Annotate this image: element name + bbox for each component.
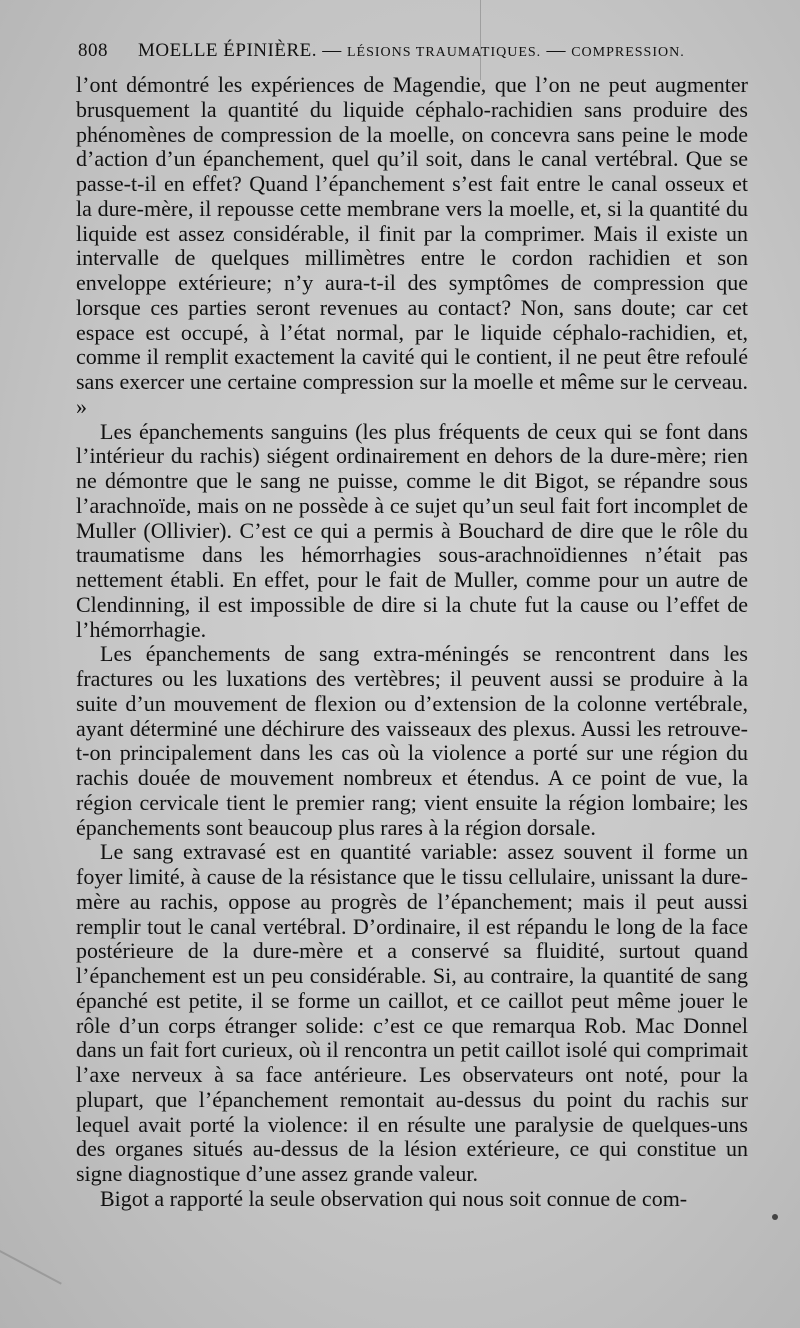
running-header xyxy=(78,40,758,70)
paragraph-bigot: Bigot a rapporté la seule observation qui nous soit connue de com- xyxy=(100,1185,688,1211)
header-title: MOELLE ÉPINIÈRE. xyxy=(138,40,317,61)
page-fold-mark xyxy=(0,1250,62,1285)
paragraph-extra-meninges: Les épanchements de sang extra-méningés se rencontrent dans les fractures ou les luxations des vertèbres; il peuvent aussi se produire à la suite d’un mouvement de flexion ou d’extension de la colonne vertébrale, ayant déterminé une déchirure des vaisseaux des plexus. Aussi les retrouve-t-on principalement dans les cas où la violence a porté sur une région du rachis douée de mouvement nombreux et étendus. A ce point de vue, la région cervicale tient le premier rang; vient ensuite la région lombaire; les épanchements sont beaucoup plus rares à la région dorsale. xyxy=(76,641,748,840)
paragraph-sang-extravase: Le sang extravasé est en quantité variable: assez souvent il forme un foyer limité, à cause de la résistance que le tissu cellulaire, unissant la dure-mère au rachis, oppose au progrès de l’épanchement; mais il peut aussi remplir tout le canal vertébral. D’ordinaire, il est répandu le long de la face postérieure de la dure-mère et a conservé sa fluidité, surtout quand l’épanchement est un peu considérable. Si, au contraire, la quantité de sang épanché est petite, il se forme un caillot, et ce caillot peut même jouer le rôle d’un corps étranger solide: c’est ce que remarqua Rob. Mac Donnel dans un fait fort curieux, où il rencontra un petit caillot isolé qui comprimait l’axe nerveux à sa face antérieure. Les observateurs ont noté, pour la plupart, que l’épanchement remontait au-dessus du point du rachis sur lequel avait porté la violence: il en résulte une paralysie de quelques-uns des organes situés au-dessus de la lésion extérieure, ce qui constitue un signe diagnostique d’une assez grande valeur. xyxy=(76,839,748,1186)
header-dash-2: — xyxy=(546,40,566,61)
header-dash-1: — xyxy=(322,40,342,61)
header-subtitle-1: LÉSIONS TRAUMATIQUES. xyxy=(346,45,542,60)
ink-speck xyxy=(772,1214,778,1220)
paragraph-continuation: l’ont démontré les expériences de Magendie, que l’on ne peut augmenter brusquement la quantité du liquide céphalo-rachidien sans produire des phénomènes de compression de la moelle, on concevra sans peine le mode d’action d’un épanchement, quel qu’il soit, dans le canal vertébral. Que se passe-t-il en effet? Quand l’épanchement s’est fait entre le canal osseux et la dure-mère, il repousse cette membrane vers la moelle, et, si la quantité du liquide est assez considérable, il finit par la comprimer. Mais il existe un intervalle de quelques millimètres entre le cordon rachidien et son enveloppe extérieure; n’y aura-t-il des symptômes de compression que lorsque ces parties seront revenues au contact? Non, sans doute; car cet espace est occupé, à l’état normal, par le liquide céphalo-rachidien, et, comme il remplit exactement la cavité qui le contient, il ne peut être refoulé sans exercer une certaine compression sur la moelle et même sur le cerveau. » xyxy=(76,72,748,419)
header-subtitle-2: COMPRESSION. xyxy=(571,45,685,60)
body-text xyxy=(76,73,748,1212)
paragraph-epanchements-sanguins: Les épanchements sanguins (les plus fréquents de ceux qui se font dans l’intérieur du rachis) siégent ordinairement en dehors de la dure-mère; rien ne démontre que le sang ne puisse, comme le dit Bigot, se répandre sous l’arachnoïde, mais on ne possède à ce sujet qu’un seul fait fort incomplet de Muller (Ollivier). C’est ce qui a permis à Bouchard de dire que le rôle du traumatisme dans les hémorrhagies sous-arachnoïdiennes n’était pas nettement établi. En effet, pour le fait de Muller, comme pour un autre de Clendinning, il est impossible de dire si la chute fut la cause ou l’effet de l’hémorrhagie. xyxy=(76,418,748,642)
page-number: 808 xyxy=(78,40,108,61)
